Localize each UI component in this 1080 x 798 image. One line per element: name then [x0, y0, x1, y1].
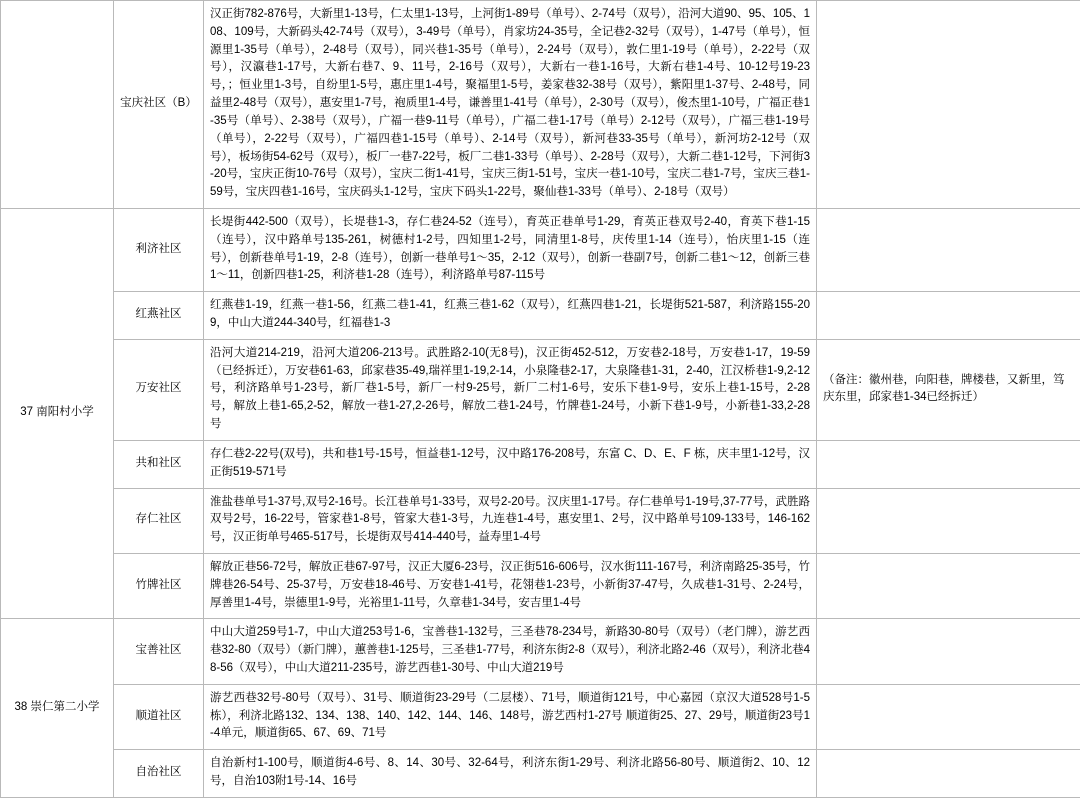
table-row: [1, 750, 1080, 798]
table-row: [1, 292, 1080, 340]
address-range-cell: 长堤街442-500（双号），长堤巷1-3，存仁巷24-52（连号），育英正巷单号1-29，育英正巷双号2-40，育英下巷1-15（连号），汉中路单号135-261，树德村1-2号，四知里1-2号，同清里1-8号，庆传里1-14（连号），怡庆里1-15（连号），创新巷单号1-19，2-8（连号），创新一巷单号1～35，2-12（双号），创新一巷副7号，创新二巷1～12，创新三巷1～11，创新四巷1-25，利济巷1-28（连号），利济路单号87-115号: [204, 208, 817, 291]
remark-cell: [817, 440, 1080, 488]
community-name-cell: 利济社区: [114, 208, 204, 291]
community-name-cell: 存仁社区: [114, 488, 204, 553]
remark-cell: [817, 684, 1080, 749]
table-body: [1, 1, 1080, 798]
remark-cell: （备注：徽州巷，向阳巷，牌楼巷，又新里，笃庆东里，邱家巷1-34已经拆迁）: [817, 339, 1080, 440]
table-row: [1, 488, 1080, 553]
community-name-cell: 红燕社区: [114, 292, 204, 340]
address-range-cell: 解放正巷56-72号，解放正巷67-97号，汉正大厦6-23号，汉正街516-606号，汉水街111-167号，利济南路25-35号，竹牌巷26-54号、25-37号，万安巷18-46号、万安巷1-41号，花翎巷1-23号，小新街37-47号，久成巷1-31号、2-24号，厚善里1-4号，崇德里1-9号，光裕里1-11号，久章巷1-34号，安吉里1-4号: [204, 553, 817, 618]
community-name-cell: 自治社区: [114, 750, 204, 798]
address-range-cell: 存仁巷2-22号(双号)，共和巷1号-15号，恒益巷1-12号，汉中路176-208号，东富 C、D、E、F 栋，庆丰里1-12号，汉正街519-571号: [204, 440, 817, 488]
remark-cell: [817, 1, 1080, 209]
school-name-cell: [1, 1, 114, 209]
community-name-cell: 竹牌社区: [114, 553, 204, 618]
community-name-cell: 宝庆社区（B）: [114, 1, 204, 209]
address-range-cell: 中山大道259号1-7，中山大道253号1-6，宝善巷1-132号，三圣巷78-234号，新路30-80号（双号）（老门牌），游艺西巷32-80（双号）（新门牌），蕙善巷1-125号，三圣巷1-77号，利济东街2-8（双号），利济北路2-46（双号），利济北巷48-56（双号），中山大道211-235号，游艺西巷1-30号、中山大道219号: [204, 619, 817, 684]
school-name-cell: 38 崇仁第二小学: [1, 619, 114, 798]
table-row: [1, 1, 1080, 209]
community-name-cell: 万安社区: [114, 339, 204, 440]
table-row: [1, 619, 1080, 684]
table-row: [1, 440, 1080, 488]
remark-cell: [817, 292, 1080, 340]
community-name-cell: 顺道社区: [114, 684, 204, 749]
table-row: [1, 684, 1080, 749]
table-row: [1, 339, 1080, 440]
remark-cell: [817, 488, 1080, 553]
table-row: [1, 553, 1080, 618]
community-name-cell: 共和社区: [114, 440, 204, 488]
address-range-cell: 自治新村1-100号，顺道街4-6号、8、14、30号、32-64号，利济东街1-29号、利济北路56-80号、顺道街2、10、12号，自治103附1号-14、16号: [204, 750, 817, 798]
address-range-cell: 汉正街782-876号，大新里1-13号，仁太里1-13号，上河街1-89号（单号）、2-74号（双号），沿河大道90、95、105、108、109号，大新码头42-74号（双号），3-49号（单号），肖家坊24-35号，全记巷2-32号（双号），1-47号（单号），恒源里1-35号（单号），2-48号（双号），同兴巷1-35号（单号），2-24号（双号），敦仁里1-19号（单号），2-22号（双号），汉瀛巷1-17号，大新右巷7、9、11号，2-16号（双号），大新右一巷1-16号，大新右巷1-4号、10-12号19-23号，；恒业里1-3号，自纷里1-5号，惠庄里1-4号，聚福里1-5号，姜家巷32-38号（双号），紫阳里1-37号、2-48号，同益里2-48号（双号），惠安里1-7号，袍质里1-4号，谦善里1-41号（单号），2-30号（双号），俊杰里1-10号，广福正巷1-35号（单号）、2-38号（双号），广福一巷9-11号（单号），广福二巷1-17号（单号）2-12号（双号），广福三巷1-19号（单号），2-22号（双号），广福四巷1-15号（单号）、2-14号（双号），新河巷33-35号（单号），新河坊2-12号（双号），板场街54-62号（双号），板厂一巷7-22号，板厂二巷1-33号（单号）、2-28号（双号），大新二巷1-12号，下河街3-20号，宝庆正街10-76号（双号），宝庆二街1-41号，宝庆三街1-51号，宝庆一巷1-10号，宝庆二巷1-7号，宝庆三巷1-59号，宝庆四巷1-16号，宝庆码头1-12号，宝庆下码头1-22号，聚仙巷1-33号（单号）、2-18号（双号）: [204, 1, 817, 209]
remark-cell: [817, 750, 1080, 798]
remark-cell: [817, 619, 1080, 684]
remark-cell: [817, 553, 1080, 618]
school-name-cell: 37 南阳村小学: [1, 208, 114, 618]
address-range-cell: 游艺西巷32号-80号（双号）、31号、顺道街23-29号（二层楼）、71号，顺道街121号，中心嘉园（京汉大道528号1-5栋），利济北路132、134、138、140、142、144、146、148号，游艺西村1-27号 顺道街25、27、29号，顺道街23号1-4单元，顺道街65、67、69、71号: [204, 684, 817, 749]
table-row: [1, 208, 1080, 291]
address-range-cell: 淮盐巷单号1-37号,双号2-16号。长江巷单号1-33号，双号2-20号。汉庆里1-17号。存仁巷单号1-19号,37-77号，武胜路双号2号，16-22号，管家巷1-8号，管家大巷1-3号，九连巷1-4号，惠安里1、2号，汉中路单号109-133号，146-162号，汉正街单号465-517号，长堤街双号414-440号，益寿里1-4号: [204, 488, 817, 553]
address-range-cell: 红燕巷1-19，红燕一巷1-56，红燕二巷1-41，红燕三巷1-62（双号），红燕四巷1-21，长堤街521-587，利济路155-209，中山大道244-340号，红福巷1-3: [204, 292, 817, 340]
remark-cell: [817, 208, 1080, 291]
community-name-cell: 宝善社区: [114, 619, 204, 684]
address-range-cell: 沿河大道214-219，沿河大道206-213号。武胜路2-10(无8号)，汉正街452-512，万安巷2-18号，万安巷1-17，19-59（已经拆迁），万安巷61-63，邱家巷35-49,瑞祥里1-19,2-14，小泉隆巷2-17，大泉隆巷1-31，2-40，江汉桥巷1-9,2-12号，利济路单号1-23号，新厂巷1-5号，新厂一村9-25号，新厂二村1-6号，安乐下巷1-9号，安乐上巷1-15号，2-28号，解放上巷1-65,2-52，解放一巷1-27,2-26号，解放二巷1-24号，竹牌巷1-24号，小新下巷1-9号，小新巷1-33,2-28号: [204, 339, 817, 440]
